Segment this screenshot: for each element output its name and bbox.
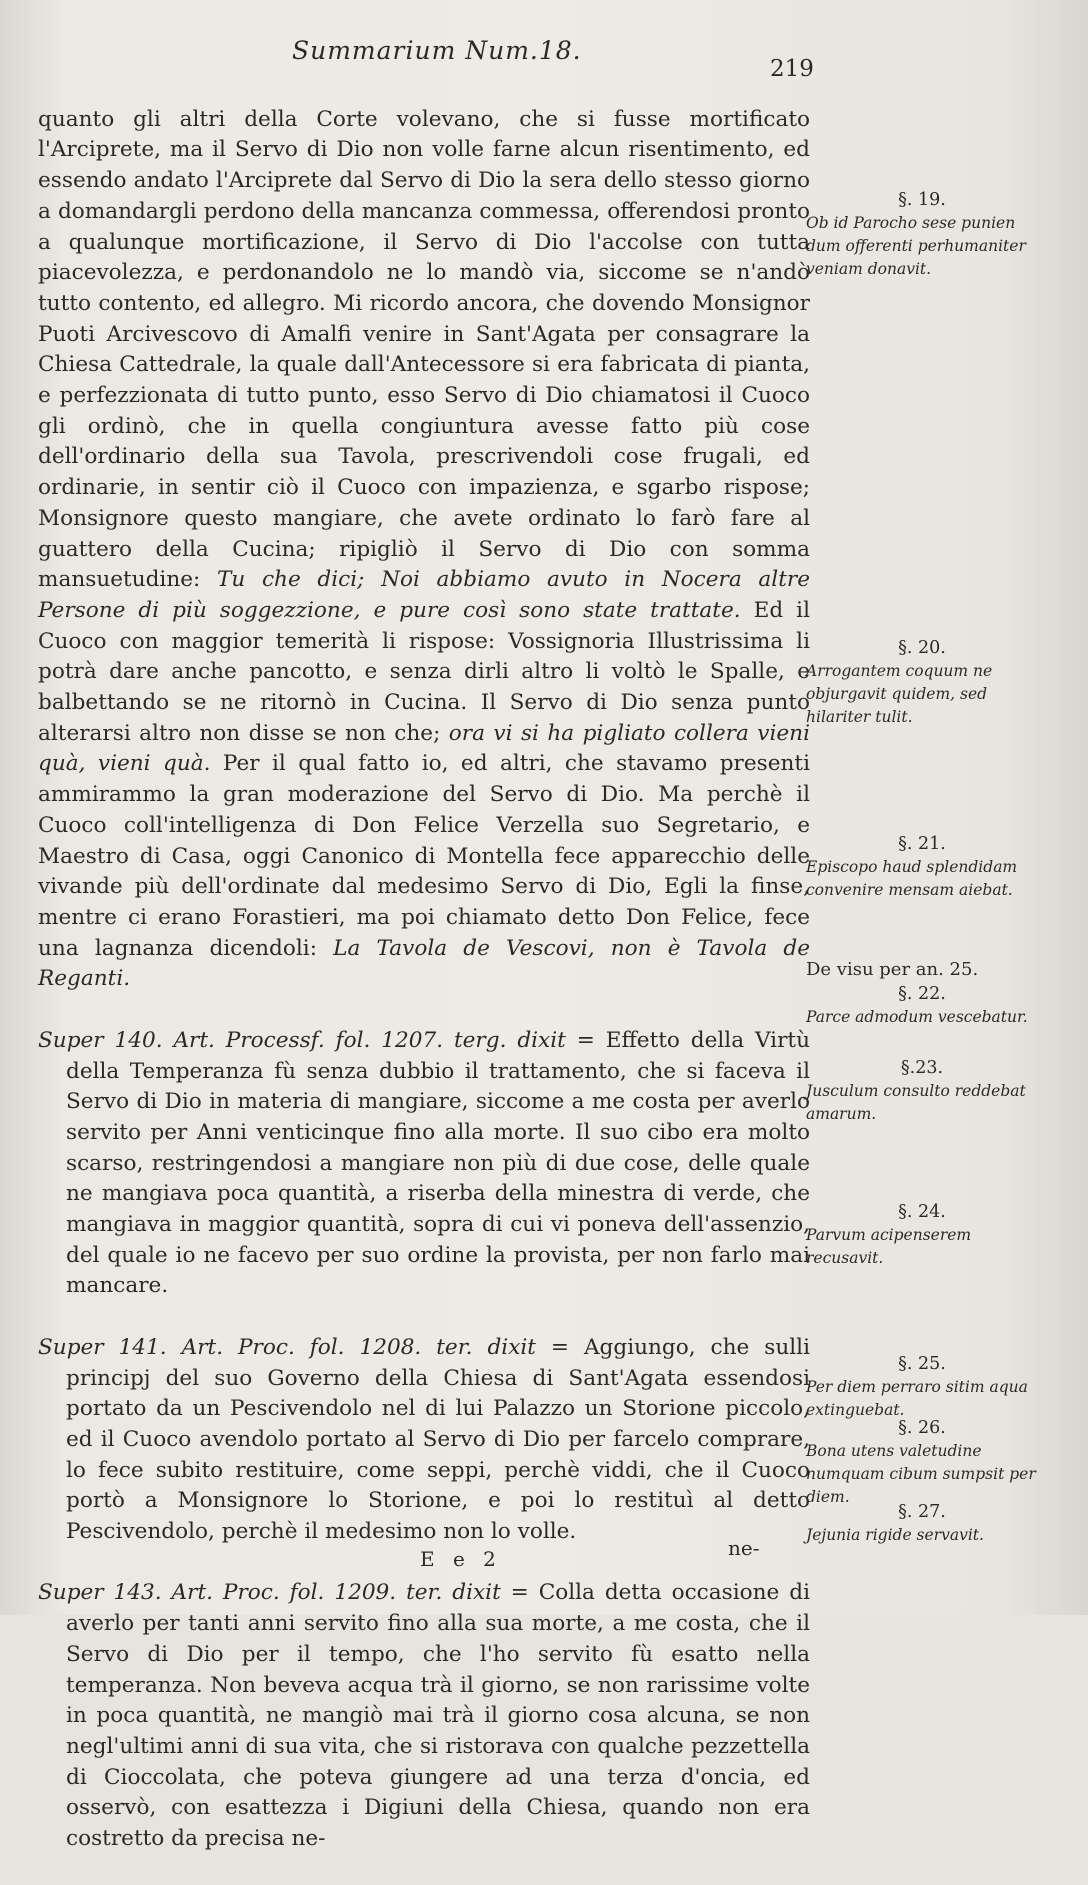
paragraph-4 [38, 1578, 810, 1854]
bishop-quote: Tu che dici; Noi abbiamo avuto in Nocera altre Persone di più soggezzione, e pure così sono state trattate. [38, 567, 810, 623]
note-text: Episcopo haud splendidam convenire mensam aiebat. [806, 858, 1018, 899]
marginal-note-20 [806, 636, 1038, 729]
running-head: Summarium Num.18. [292, 36, 582, 65]
paragraph-2 [38, 1026, 810, 1302]
paragraph-3 [38, 1333, 810, 1548]
section-number: §. 27. [898, 1502, 946, 1522]
catchword: ne- [728, 1536, 760, 1560]
servant-quote: ora vi si ha pigliato collera vieni quà, vieni quà. [38, 720, 810, 777]
note-text: Jejunia rigide servavit. [806, 1526, 984, 1544]
note-text: Arrogantem coquum ne objurgavit quidem, sed hilariter tulit. [806, 662, 993, 726]
page-number: 219 [770, 56, 814, 82]
section-number: §. 22. [898, 984, 946, 1004]
section-number: §. 24. [898, 1202, 946, 1222]
paragraph-2-text: Effetto della Virtù della Temperanza fù senza dubbio il trattamento, che si faceva il Servo di Dio in materia di mangiare, siccome a me costa per averlo servito per Anni venticinque fino alla morte. Il suo cibo era molto scarso, restringendosi a mangiare non più di due cose, delle quale ne mangiava poca quantità, a riserba della minestra di verde, che mangiava in maggior quantità, sopra di cui vi poneva dell'assenzio, del quale io ne facevo per suo ordine la provista, per non farlo mai mancare. [66, 1027, 810, 1299]
paragraph-1-text-c: Per il qual fatto io, ed altri, che stavamo presenti ammirammo la gran moderazione del Servo di Dio. Ma perchè il Cuoco coll'intelligenza di Don Felice Verzella suo Segretario, e Maestro di Casa, oggi Canonico di Montella fece apparecchio delle vivande più dell'ordinate dal medesimo Servo di Dio, Egli la finse, mentre ci erano Forastieri, ma poi chiamato detto Don Felice, fece una lagnanza dicendoli: [38, 751, 810, 961]
section-number: §. 21. [898, 834, 946, 854]
note-text: Jusculum consulto reddebat amarum. [806, 1082, 1026, 1123]
note-text: Per diem perraro sitim aqua extinguebat. [806, 1378, 1028, 1419]
note-text: Parce admodum vescebatur. [806, 1008, 1028, 1026]
note-text: Ob id Parocho sese punien dum offerenti perhumaniter veniam donavit. [806, 214, 1026, 278]
process-reference: Super 140. Art. Processf. fol. 1207. terg. dixit = [38, 1027, 595, 1053]
paragraph-1-text: quanto gli altri della Corte volevano, che si fusse mortificato l'Arciprete, ma il Servo di Dio non volle farne alcun risentimento, ed essendo andato l'Arciprete dal Servo di Dio la sera dello stesso giorno a domandargli perdono della mancanza commessa, offerendosi pronto a qualunque mortificazione, il Servo di Dio l'accolse con tutta piacevolezza, e perdonandolo ne lo mandò via, siccome se n'andò tutto contento, ed allegro. Mi ricordo ancora, che dovendo Monsignor Puoti Arcivescovo di Amalfi venire in Sant'Agata per consagrare la Chiesa Cattedrale, la quale dall'Antecessore si era fabricata di pianta, e perfezzionata di tutto punto, esso Servo di Dio chiamatosi il Cuoco gli ordinò, che in quella congiuntura avesse fatto più cose dell'ordinario della sua Tavola, prescrivendoli cose frugali, ed ordinarie, in sentir ciò il Cuoco con impazienza, e sgarbo rispose; Monsignore questo mangiare, che avete ordinato lo farò fare al guattero della Cucina; ripigliò il Servo di Dio con somma mansuetudine: [38, 106, 810, 593]
signature-mark: E e 2 [420, 1547, 502, 1571]
marginal-note-23 [806, 1056, 1038, 1126]
section-number: §. 20. [898, 638, 946, 658]
section-number: §. 25. [898, 1354, 946, 1374]
paragraph-4-text: Colla detta occasione di averlo per tanti anni servito fino alla sua morte, a me costa, che il Servo di Dio per il tempo, che l'ho servito fù esatto nella temperanza. Non beveva acqua trà il giorno, se non rarissime volte in poca quantità, ne mangiò mai trà il giorno cosa alcuna, se non negl'ultimi anni di sua vita, che si ristorava con qualche pezzettella di Cioccolata, che poteva giungere ad una terza d'oncia, ed osservò, con esattezza i Digiuni della Chiesa, quando non era costretto da precisa ne- [66, 1580, 810, 1852]
marginal-note-22 [806, 958, 1038, 1029]
paragraph-3-text: Aggiungo, che sulli principj del suo Governo della Chiesa di Sant'Agata essendosi portato da un Pescivendolo nel di lui Palazzo un Storione piccolo, ed il Cuoco avendolo portato al Servo di Dio per farcelo comprare, lo fece subito restituire, come seppi, perchè viddi, che il Cuoco portò a Monsignore lo Storione, e poi lo restituì al detto Pescivendolo, perchè il medesimo non lo volle. [66, 1334, 810, 1545]
marginal-note-21 [806, 832, 1038, 902]
marginal-note-27 [806, 1500, 1038, 1547]
paragraph-1 [38, 105, 810, 995]
marginal-note-25 [806, 1352, 1038, 1422]
marginal-note-26 [806, 1416, 1038, 1509]
process-reference: Super 143. Art. Proc. fol. 1209. ter. dixit = [38, 1580, 529, 1606]
section-number: §. 19. [898, 190, 946, 210]
marginal-note-19 [806, 188, 1038, 281]
process-reference: Super 141. Art. Proc. fol. 1208. ter. dixit = [38, 1334, 569, 1360]
section-number: §. 26. [898, 1418, 946, 1438]
witness-note: De visu per an. 25. [806, 959, 979, 980]
note-text: Bona utens valetudine numquam cibum sumpsit per diem. [806, 1442, 1036, 1506]
section-number: §.23. [900, 1058, 944, 1078]
note-text: Parvum acipenserem recusavit. [806, 1226, 972, 1267]
paragraph-1-text-b: Ed il Cuoco con maggior temerità li rispose: Vossignoria Illustrissima li potrà dare anche pancotto, e senza dirli altro li voltò le Spalle, e balbettando se ne ritornò in Cucina. Il Servo di Dio senza punto alterarsi altro non disse se non che; [38, 597, 810, 746]
marginal-note-24 [806, 1200, 1038, 1270]
main-text-column [38, 74, 810, 1885]
table-quote: La Tavola de Vescovi, non è Tavola de Reganti. [38, 935, 810, 992]
